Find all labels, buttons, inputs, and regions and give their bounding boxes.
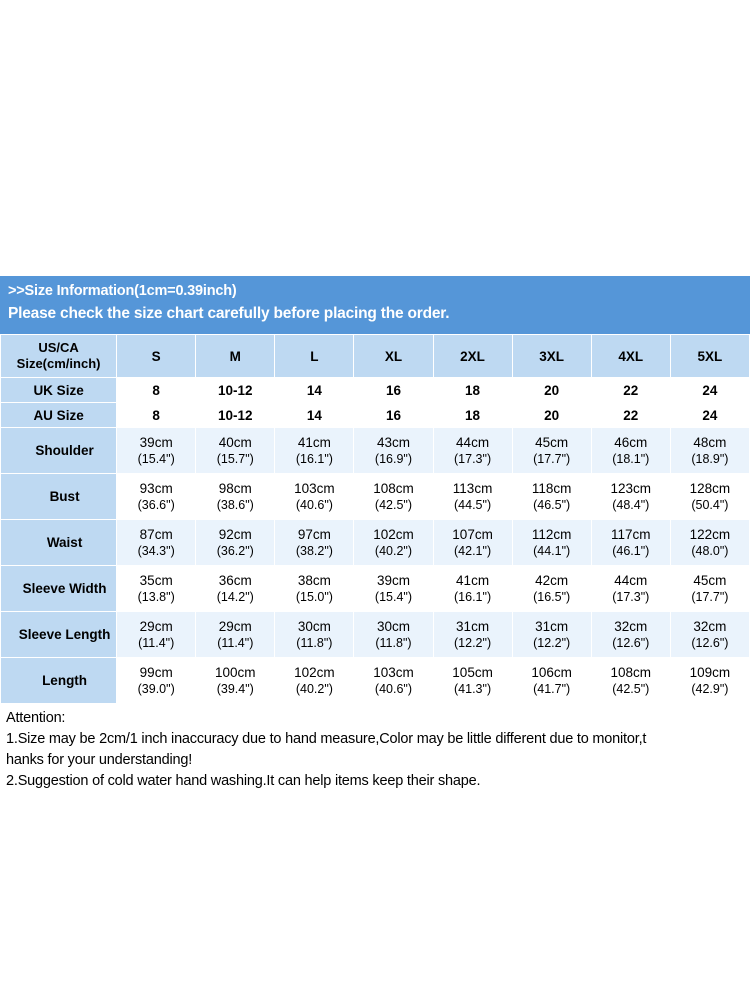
au-size-3xl: 20 [512,403,591,428]
value-cm: 40cm [218,434,252,450]
sleeve-width-s [117,566,196,612]
value-cm: 92cm [218,526,252,542]
value-inch: (44.1") [533,543,571,558]
row-label-length: Length [1,658,117,704]
shoulder-3xl [512,428,591,474]
table-row [1,612,750,658]
table-row [1,658,750,704]
value-cm: 102cm [294,664,335,680]
row-label-uk-size: UK Size [1,378,117,403]
value-inch: (39.0") [137,681,175,696]
attention-note-2: 2.Suggestion of cold water hand washing.It can help items keep their shape. [6,773,481,789]
value-cm: 29cm [218,618,252,634]
row-label-shoulder: Shoulder [1,428,117,474]
value-cm: 117cm [610,526,651,542]
row-label-au-size: AU Size [1,403,117,428]
table-row [1,566,750,612]
sleeve-length-xl [354,612,433,658]
sleeve-length-3xl [512,612,591,658]
corner-label-line2: Size(cm/inch) [16,356,101,371]
size-header-5xl: 5XL [670,335,749,378]
size-header-4xl: 4XL [591,335,670,378]
value-cm: 31cm [535,618,569,634]
length-xl [354,658,433,704]
bust-4xl [591,474,670,520]
value-cm: 103cm [294,480,335,496]
au-size-s: 8 [117,403,196,428]
value-inch: (42.5") [374,497,413,512]
size-table [0,334,750,704]
waist-2xl [433,520,512,566]
sleeve-length-s [117,612,196,658]
row-label-waist: Waist [1,520,117,566]
waist-4xl [591,520,670,566]
value-cm: 48cm [693,434,727,450]
value-cm: 87cm [139,526,173,542]
bust-xl [354,474,433,520]
value-inch: (34.3") [137,543,175,558]
value-cm: 45cm [535,434,569,450]
value-inch: (40.6") [374,681,413,696]
sleeve-length-4xl [591,612,670,658]
size-header-3xl: 3XL [512,335,591,378]
sleeve-width-l [275,566,354,612]
attention-title: Attention: [6,710,66,726]
value-cm: 39cm [139,434,173,450]
value-inch: (11.8") [375,635,412,650]
waist-5xl [670,520,749,566]
bust-5xl [670,474,749,520]
value-cm: 93cm [139,480,173,496]
value-inch: (12.2") [454,635,492,650]
uk-size-5xl: 24 [670,378,749,403]
size-header-2xl: 2XL [433,335,512,378]
value-inch: (12.6") [612,635,650,650]
row-label-sleeve-length: Sleeve Length [1,612,117,658]
sleeve-width-m [196,566,275,612]
uk-size-4xl: 22 [591,378,670,403]
value-inch: (42.9") [691,681,729,696]
shoulder-4xl [591,428,670,474]
value-inch: (36.6") [137,497,175,512]
value-inch: (13.8") [137,589,175,604]
value-inch: (38.6") [216,497,254,512]
au-size-l: 14 [275,403,354,428]
waist-3xl [512,520,591,566]
value-inch: (40.2") [374,543,413,558]
value-inch: (38.2") [295,543,333,558]
value-cm: 118cm [531,480,572,496]
value-cm: 99cm [139,664,173,680]
sleeve-length-m [196,612,275,658]
value-inch: (11.8") [296,635,333,650]
table-corner-label [1,335,117,378]
value-inch: (11.4") [138,635,175,650]
value-cm: 31cm [456,618,490,634]
waist-m [196,520,275,566]
value-cm: 36cm [218,572,252,588]
sleeve-width-5xl [670,566,749,612]
au-size-5xl: 24 [670,403,749,428]
uk-size-l: 14 [275,378,354,403]
value-inch: (16.1") [454,589,492,604]
table-row-uk-size [1,378,750,403]
table-row [1,474,750,520]
sleeve-width-xl [354,566,433,612]
size-chart-container [0,276,750,798]
value-inch: (44.5") [454,497,492,512]
waist-xl [354,520,433,566]
waist-s [117,520,196,566]
shoulder-s [117,428,196,474]
value-inch: (16.9") [374,451,413,466]
value-cm: 32cm [614,618,648,634]
shoulder-2xl [433,428,512,474]
value-cm: 41cm [456,572,490,588]
size-header-s: S [117,335,196,378]
shoulder-xl [354,428,433,474]
length-2xl [433,658,512,704]
value-cm: 105cm [452,664,493,680]
length-s [117,658,196,704]
uk-size-s: 8 [117,378,196,403]
value-cm: 43cm [376,434,410,450]
value-cm: 103cm [373,664,414,680]
value-cm: 30cm [297,618,331,634]
length-m [196,658,275,704]
value-inch: (40.6") [295,497,333,512]
bust-m [196,474,275,520]
value-cm: 106cm [531,664,572,680]
banner-title: >>Size Information(1cm=0.39inch) [8,283,237,299]
attention-note-1-part1: 1.Size may be 2cm/1 inch inaccuracy due to hand measure,Color may be little different due to monitor,t [6,731,647,747]
value-inch: (40.2") [295,681,333,696]
attention-section [0,704,750,798]
value-inch: (42.5") [612,681,650,696]
value-inch: (17.7") [533,451,571,466]
au-size-2xl: 18 [433,403,512,428]
value-cm: 128cm [689,480,731,496]
size-header-l: L [275,335,354,378]
row-label-bust: Bust [1,474,117,520]
value-cm: 46cm [614,434,648,450]
value-cm: 35cm [139,572,173,588]
value-cm: 29cm [139,618,173,634]
value-inch: (16.1") [295,451,333,466]
bust-2xl [433,474,512,520]
length-l [275,658,354,704]
value-inch: (36.2") [216,543,254,558]
table-row [1,428,750,474]
value-inch: (15.0") [295,589,333,604]
table-row [1,520,750,566]
waist-l [275,520,354,566]
uk-size-2xl: 18 [433,378,512,403]
shoulder-m [196,428,275,474]
value-inch: (16.5") [533,589,571,604]
value-cm: 109cm [689,664,731,680]
uk-size-m: 10-12 [196,378,275,403]
au-size-4xl: 22 [591,403,670,428]
value-cm: 107cm [452,526,493,542]
bust-s [117,474,196,520]
value-cm: 98cm [218,480,252,496]
value-cm: 45cm [693,572,727,588]
value-cm: 113cm [452,480,493,496]
au-size-xl: 16 [354,403,433,428]
value-cm: 100cm [215,664,256,680]
sleeve-length-2xl [433,612,512,658]
value-inch: (50.4") [691,497,729,512]
value-cm: 123cm [610,480,652,496]
value-inch: (17.3") [612,589,650,604]
sleeve-length-l [275,612,354,658]
au-size-m: 10-12 [196,403,275,428]
bust-3xl [512,474,591,520]
length-4xl [591,658,670,704]
value-inch: (17.7") [691,589,729,604]
attention-note-1-part2: hanks for your understanding! [6,752,193,768]
value-inch: (48.0") [691,543,729,558]
sleeve-length-5xl [670,612,749,658]
value-inch: (41.3") [454,681,492,696]
value-inch: (39.4") [216,681,254,696]
length-5xl [670,658,749,704]
value-inch: (11.4") [217,635,254,650]
value-cm: 41cm [297,434,331,450]
length-3xl [512,658,591,704]
value-cm: 32cm [693,618,727,634]
sleeve-width-3xl [512,566,591,612]
table-row-au-size [1,403,750,428]
value-cm: 97cm [297,526,331,542]
sleeve-width-2xl [433,566,512,612]
value-inch: (46.5") [533,497,571,512]
row-label-sleeve-width: Sleeve Width [1,566,117,612]
value-cm: 38cm [297,572,331,588]
shoulder-5xl [670,428,749,474]
value-cm: 122cm [689,526,731,542]
value-cm: 39cm [376,572,410,588]
uk-size-3xl: 20 [512,378,591,403]
value-inch: (12.2") [533,635,571,650]
table-row-sizes [1,335,750,378]
value-inch: (18.9") [691,451,729,466]
shoulder-l [275,428,354,474]
value-cm: 102cm [373,526,414,542]
banner-subtitle: Please check the size chart carefully before placing the order. [8,305,450,322]
size-header-m: M [196,335,275,378]
value-cm: 108cm [610,664,652,680]
value-inch: (17.3") [454,451,492,466]
value-inch: (15.4") [137,451,175,466]
sleeve-width-4xl [591,566,670,612]
size-header-xl: XL [354,335,433,378]
value-cm: 44cm [456,434,490,450]
value-cm: 44cm [614,572,648,588]
value-inch: (42.1") [454,543,492,558]
value-cm: 42cm [535,572,569,588]
value-inch: (41.7") [533,681,571,696]
value-cm: 108cm [373,480,414,496]
bust-l [275,474,354,520]
uk-size-xl: 16 [354,378,433,403]
value-inch: (12.6") [691,635,729,650]
value-inch: (15.4") [374,589,413,604]
value-inch: (46.1") [612,543,650,558]
corner-label-line1: US/CA [38,340,79,355]
value-inch: (15.7") [216,451,254,466]
value-cm: 30cm [376,618,410,634]
size-information-banner [0,276,750,334]
value-inch: (14.2") [216,589,254,604]
value-cm: 112cm [531,526,572,542]
value-inch: (18.1") [612,451,650,466]
value-inch: (48.4") [612,497,650,512]
